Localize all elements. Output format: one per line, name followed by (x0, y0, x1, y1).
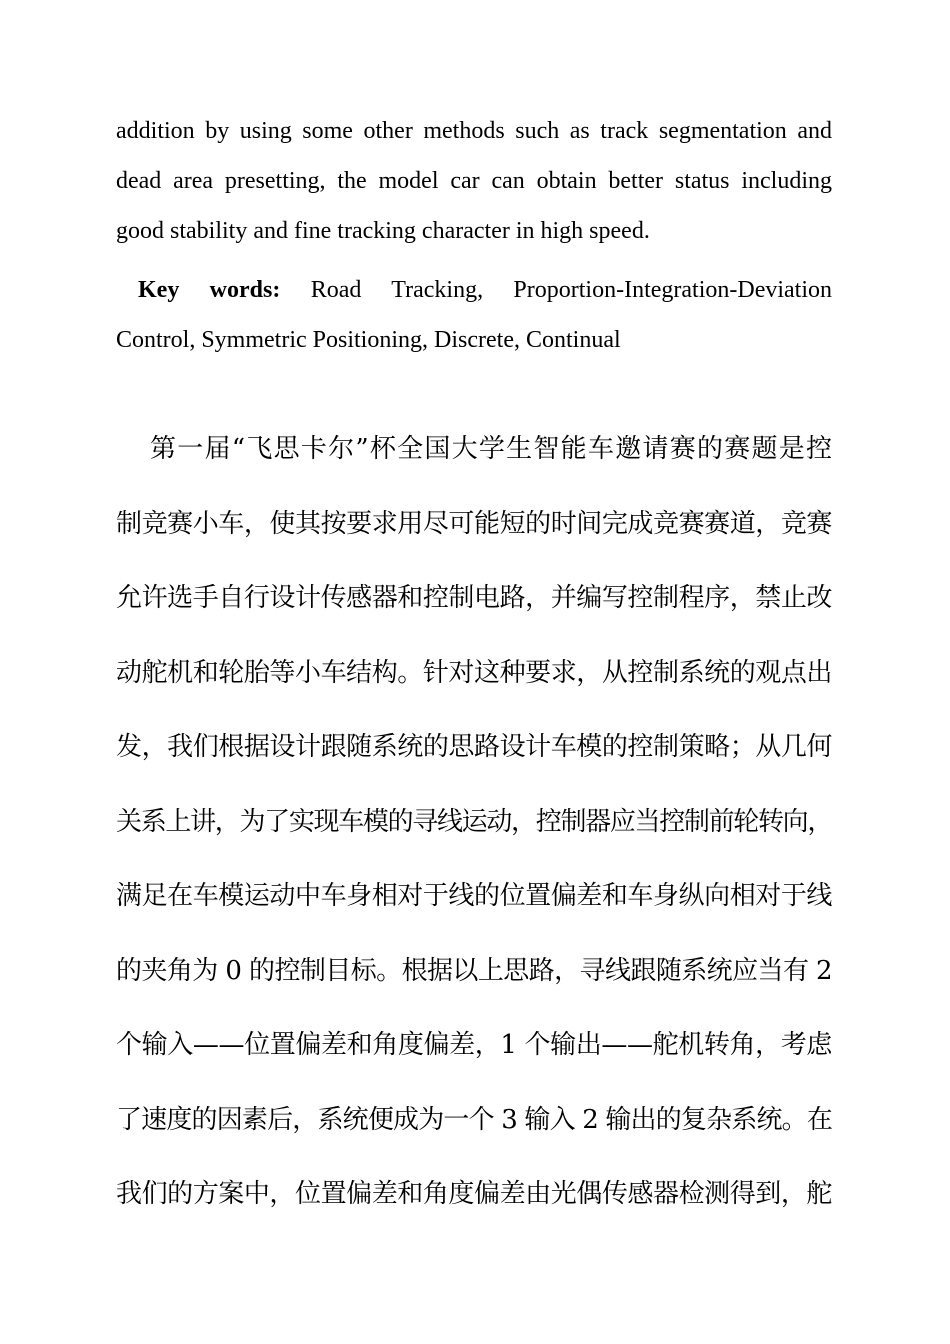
abstract-line-3: good stability and fine tracking character in high speed. (116, 218, 650, 244)
body-line-7: 满足在车模运动中车身相对于线的位置偏差和车身纵向相对于线 (116, 881, 832, 911)
keywords-line-2: Control, Symmetric Positioning, Discrete, Continual (116, 327, 621, 353)
chinese-body-paragraph (116, 412, 832, 1232)
keywords-block (116, 265, 832, 365)
keywords-line-1 (116, 265, 832, 315)
body-line-8: 的夹角为 0 的控制目标。根据以上思路，寻线跟随系统应当有 2 (116, 955, 832, 986)
body-line-3: 允许选手自行设计传感器和控制电路，并编写控制程序，禁止改 (116, 583, 832, 613)
body-line-5: 发，我们根据设计跟随系统的思路设计车模的控制策略；从几何 (116, 732, 832, 762)
keywords-text-1: Road Tracking, Proportion-Integration-Deviation (310, 277, 833, 303)
body-line-4: 动舵机和轮胎等小车结构。针对这种要求，从控制系统的观点出 (116, 657, 832, 688)
abstract-line-1: addition by using some other methods such as track segmentation and (116, 118, 832, 144)
body-line-2: 制竞赛小车，使其按要求用尽可能短的时间完成竞赛赛道，竞赛 (116, 508, 832, 539)
abstract-english-tail (116, 106, 832, 256)
body-line-9: 个输入——位置偏差和角度偏差，1 个输出——舵机转角，考虑 (116, 1030, 832, 1060)
body-line-6: 关系上讲，为了实现车模的寻线运动，控制器应当控制前轮转向， (116, 806, 832, 837)
body-line-10: 了速度的因素后，系统便成为一个 3 输入 2 输出的复杂系统。在 (116, 1104, 832, 1135)
keywords-label: Key words: (138, 277, 281, 303)
body-line-1: 第一届“飞思卡尔”杯全国大学生智能车邀请赛的赛题是控 (150, 434, 832, 464)
body-line-11: 我们的方案中，位置偏差和角度偏差由光偶传感器检测得到，舵 (116, 1179, 832, 1209)
abstract-line-2: dead area presetting, the model car can obtain better status including (116, 168, 832, 194)
